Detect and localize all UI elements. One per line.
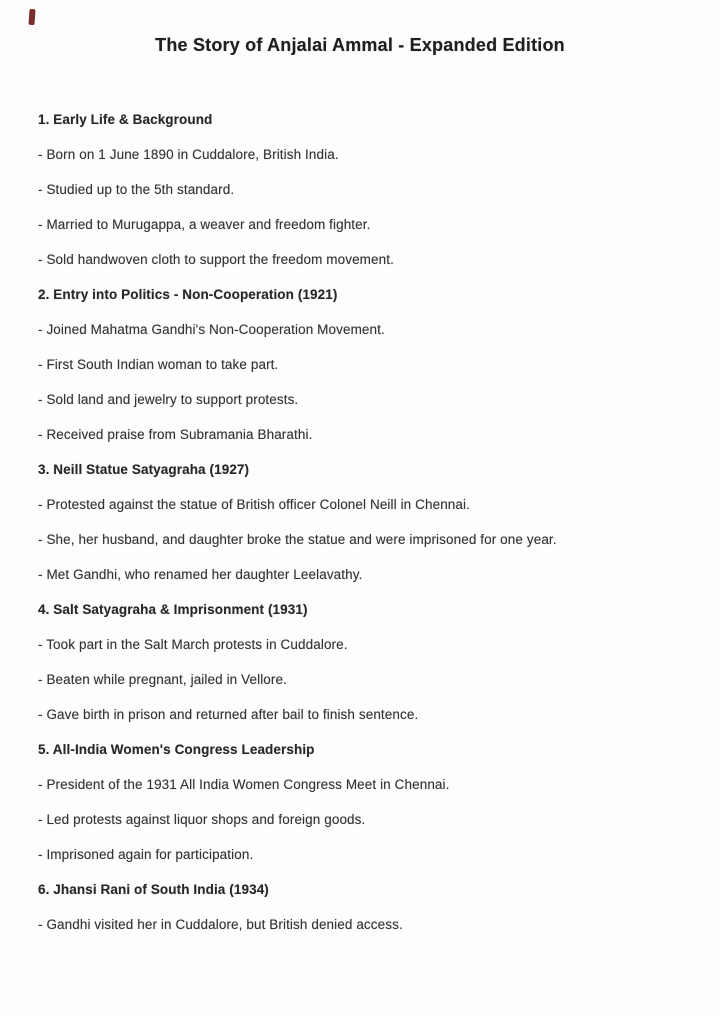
bullet-line: - Took part in the Salt March protests in Cuddalore. — [38, 637, 348, 652]
bullet-line: - Protested against the statue of British officer Colonel Neill in Chennai. — [38, 497, 470, 512]
bullet-line: - Beaten while pregnant, jailed in Vellore. — [38, 672, 287, 687]
bullet-line: - Led protests against liquor shops and foreign goods. — [38, 812, 366, 827]
bullet-line: - Gave birth in prison and returned after bail to finish sentence. — [38, 707, 419, 722]
bullet-line: - First South Indian woman to take part. — [38, 357, 279, 372]
section — [38, 112, 660, 267]
section — [38, 287, 660, 442]
bullet-line: - Received praise from Subramania Bharathi. — [38, 427, 313, 442]
bullet-line: - Sold land and jewelry to support protests. — [38, 392, 299, 407]
section — [38, 882, 660, 932]
section — [38, 462, 660, 582]
bullet-line: - President of the 1931 All India Women Congress Meet in Chennai. — [38, 777, 450, 792]
bullet-line: - Met Gandhi, who renamed her daughter Leelavathy. — [38, 567, 363, 582]
document-body — [0, 112, 720, 932]
bullet-line: - Married to Murugappa, a weaver and freedom fighter. — [38, 217, 371, 232]
section — [38, 742, 660, 862]
section — [38, 602, 660, 722]
bullet-line: - Born on 1 June 1890 in Cuddalore, British India. — [38, 147, 339, 162]
bullet-line: - She, her husband, and daughter broke the statue and were imprisoned for one year. — [38, 532, 557, 547]
document-title: The Story of Anjalai Ammal - Expanded Edition — [155, 35, 565, 55]
section-heading: 1. Early Life & Background — [38, 112, 213, 127]
bullet-line: - Imprisoned again for participation. — [38, 847, 254, 862]
section-heading: 2. Entry into Politics - Non-Cooperation (1921) — [38, 287, 338, 302]
bullet-line: - Studied up to the 5th standard. — [38, 182, 235, 197]
bullet-line: - Joined Mahatma Gandhi's Non-Cooperation Movement. — [38, 322, 385, 337]
bullet-line: - Sold handwoven cloth to support the freedom movement. — [38, 252, 394, 267]
section-heading: 4. Salt Satyagraha & Imprisonment (1931) — [38, 602, 308, 617]
section-heading: 6. Jhansi Rani of South India (1934) — [38, 882, 269, 897]
section-heading: 5. All-India Women's Congress Leadership — [38, 742, 315, 757]
bullet-line: - Gandhi visited her in Cuddalore, but British denied access. — [38, 917, 403, 932]
section-heading: 3. Neill Statue Satyagraha (1927) — [38, 462, 250, 477]
ink-artifact-mark — [28, 9, 35, 25]
